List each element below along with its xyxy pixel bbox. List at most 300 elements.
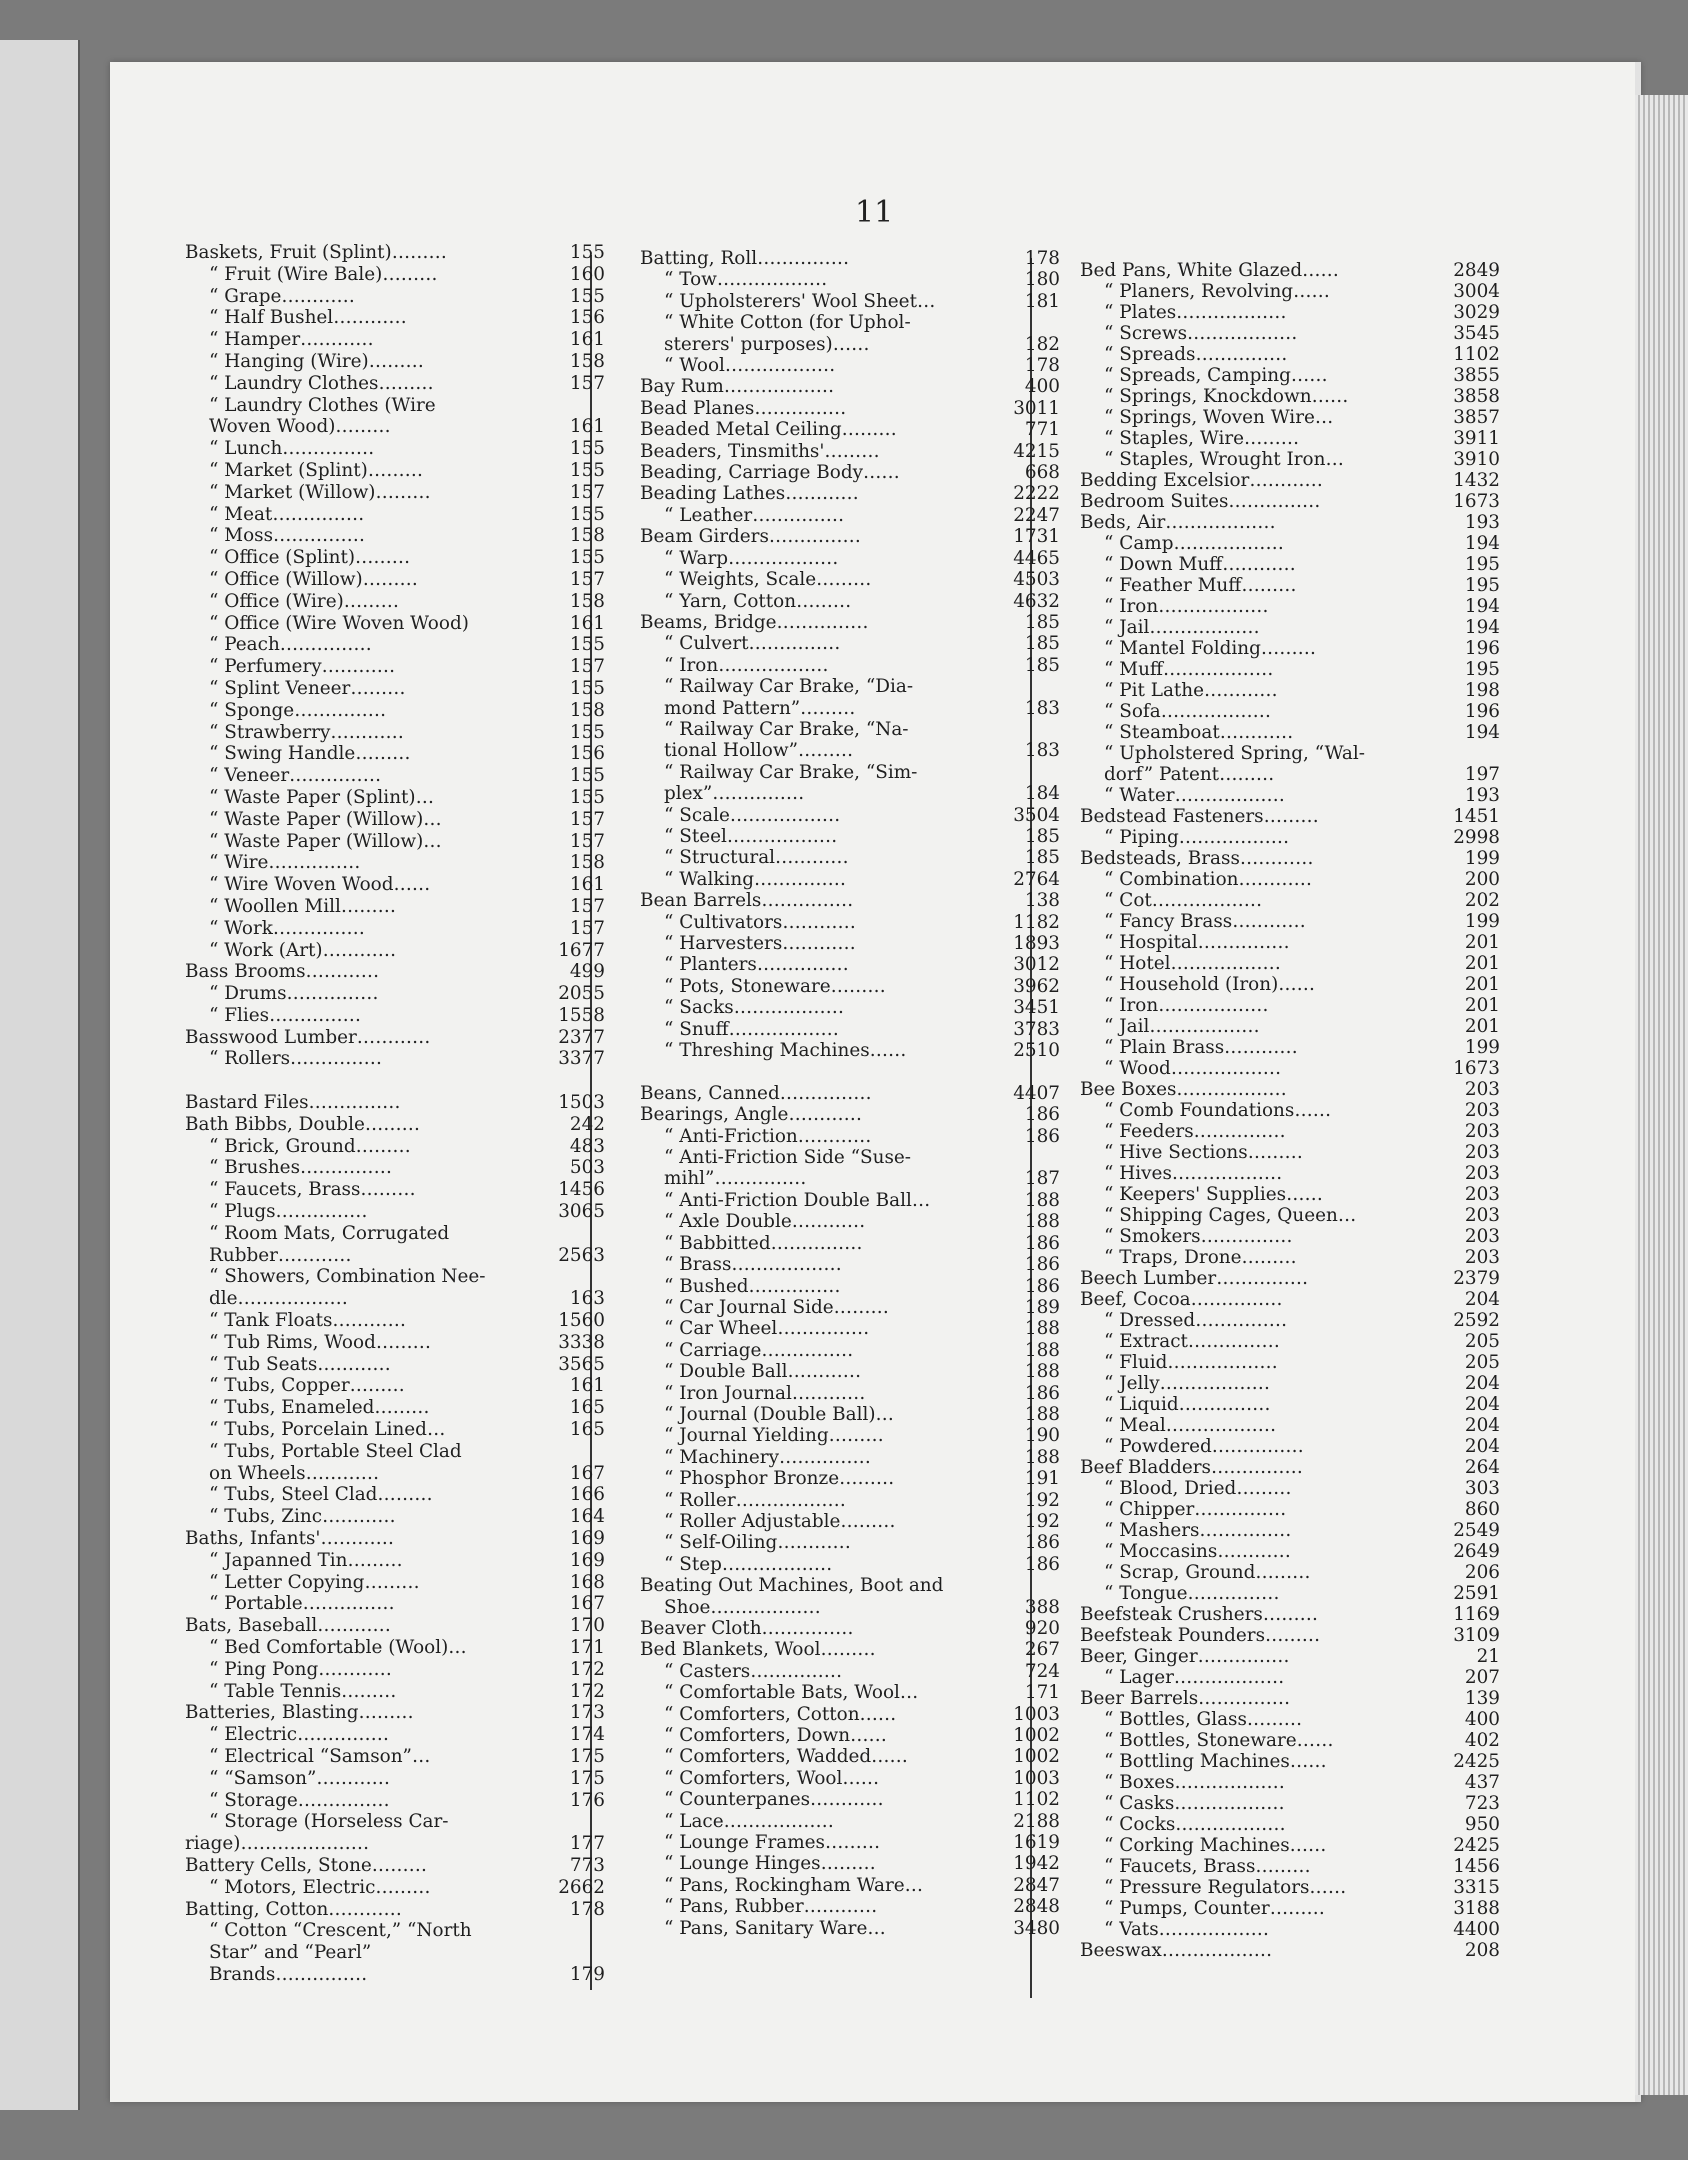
entry-page-number: 1102	[1453, 344, 1500, 365]
index-subentry	[1080, 680, 1500, 701]
entry-text: “ Comforters, Wadded……	[664, 1746, 908, 1768]
index-subentry	[185, 1223, 605, 1245]
entry-page-number: 860	[1464, 1499, 1500, 1520]
entry-page-number: 2848	[1013, 1896, 1060, 1918]
index-subentry	[1080, 1121, 1500, 1142]
entry-text	[640, 1061, 670, 1082]
entry-page-number: 157	[569, 481, 605, 503]
entry-text: “ White Cotton (for Uphol-	[664, 312, 911, 334]
entry-text	[185, 1070, 215, 1091]
index-subentry	[640, 1490, 1060, 1511]
index-subentry	[640, 1040, 1060, 1061]
entry-page-number: 158	[569, 525, 605, 547]
index-subentry	[1080, 1415, 1500, 1436]
entry-text: “ Anti-Friction Double Ball…	[664, 1189, 931, 1211]
index-heading	[185, 961, 605, 983]
index-heading	[185, 242, 605, 264]
index-heading	[185, 1528, 605, 1550]
entry-page-number: 199	[1464, 848, 1500, 869]
entry-text: mond Pattern”………	[664, 697, 856, 719]
index-heading	[185, 1114, 605, 1136]
entry-text: “ Faucets, Brass………	[1104, 1856, 1311, 1877]
entry-page-number: 1893	[1013, 933, 1060, 954]
index-heading	[185, 1855, 605, 1877]
entry-page-number: 192	[1024, 1510, 1060, 1532]
entry-text: “ Market (Splint)………	[209, 459, 423, 481]
index-heading	[640, 890, 1060, 911]
entry-text: “ Meat……………	[209, 503, 365, 525]
entry-page-number: 1451	[1453, 806, 1500, 827]
entry-text: “ Office (Wire)………	[209, 590, 399, 612]
index-subentry	[640, 1425, 1060, 1446]
entry-page-number: 195	[1464, 659, 1500, 680]
entry-text: “ Waste Paper (Willow)…	[209, 808, 442, 830]
index-subentry	[1080, 1709, 1500, 1730]
index-subentry	[1080, 1352, 1500, 1373]
entry-page-number: 196	[1464, 638, 1500, 659]
index-subentry	[1080, 323, 1500, 344]
entry-page-number: 155	[569, 721, 605, 743]
index-subentry	[1080, 953, 1500, 974]
index-subentry	[1080, 1730, 1500, 1751]
index-subentry	[640, 1511, 1060, 1532]
index-subentry	[1080, 302, 1500, 323]
entry-text: “ Waste Paper (Splint)…	[209, 786, 434, 808]
entry-page-number: 203	[1464, 1079, 1500, 1100]
entry-text: “ Fruit (Wire Bale)………	[209, 263, 438, 285]
entry-page-number: 186	[1024, 1254, 1060, 1276]
entry-page-number: 196	[1464, 701, 1500, 722]
entry-text: “ Sacks………………	[664, 997, 845, 1019]
entry-page-number: 158	[569, 852, 605, 874]
entry-text: “ Babbitted……………	[664, 1232, 863, 1254]
index-subentry	[640, 633, 1060, 654]
index-subentry	[185, 1637, 605, 1659]
entry-text: Bed Pans, White Glazed……	[1080, 260, 1339, 281]
index-heading	[1080, 848, 1500, 869]
entry-text: “ Comforters, Down……	[664, 1725, 887, 1747]
entry-text: “ Motors, Electric………	[209, 1876, 431, 1898]
entry-page-number: 203	[1464, 1205, 1500, 1226]
index-subentry	[640, 1126, 1060, 1147]
index-subentry	[185, 1245, 605, 1267]
entry-page-number: 3338	[558, 1331, 605, 1353]
entry-page-number: 201	[1464, 1016, 1500, 1037]
index-subentry	[1080, 1205, 1500, 1226]
entry-page-number: 198	[1464, 680, 1500, 701]
entry-page-number: 201	[1464, 974, 1500, 995]
entry-text: Beading Lathes…………	[640, 483, 859, 505]
entry-text: “ Tubs, Copper………	[209, 1375, 405, 1397]
entry-text: Bedding Excelsior…………	[1080, 470, 1323, 491]
index-heading	[1080, 806, 1500, 827]
index-subentry	[1080, 659, 1500, 680]
entry-text: “ Railway Car Brake, “Sim-	[664, 761, 918, 783]
index-subentry	[185, 460, 605, 482]
index-subentry	[185, 286, 605, 308]
entry-page-number: 178	[1024, 248, 1060, 269]
entry-page-number: 190	[1024, 1425, 1060, 1447]
entry-page-number: 3480	[1013, 1917, 1060, 1939]
index-column-1	[185, 242, 605, 1986]
entry-page-number: 203	[1464, 1121, 1500, 1142]
index-heading	[185, 1833, 605, 1855]
entry-text: Beds, Air………………	[1080, 512, 1276, 533]
entry-text: “ Japanned Tin………	[209, 1549, 403, 1571]
entry-text: “ Casks………………	[1104, 1793, 1285, 1814]
entry-page-number: 4400	[1453, 1919, 1500, 1940]
entry-page-number: 175	[569, 1745, 605, 1767]
index-subentry	[640, 1768, 1060, 1789]
entry-page-number: 172	[569, 1658, 605, 1680]
index-subentry	[640, 1168, 1060, 1189]
entry-text: “ Splint Veneer………	[209, 677, 406, 699]
entry-text: “ Muff………………	[1104, 659, 1274, 680]
entry-page-number: 2425	[1453, 1751, 1500, 1772]
entry-text: “ Cocks………………	[1104, 1814, 1286, 1835]
entry-text: Bedroom Suites……………	[1080, 491, 1321, 512]
entry-page-number: 1619	[1013, 1832, 1060, 1854]
index-subentry	[640, 1832, 1060, 1853]
entry-text: “ Warp………………	[664, 547, 839, 569]
entry-page-number: 437	[1464, 1772, 1500, 1793]
entry-text: “ Snuff………………	[664, 1018, 839, 1040]
entry-page-number: 172	[569, 1680, 605, 1702]
index-subentry	[640, 1297, 1060, 1318]
entry-text: “ Iron………………	[664, 654, 829, 676]
entry-text: “ Storage (Horseless Car-	[209, 1811, 449, 1833]
entry-page-number: 3545	[1453, 323, 1500, 344]
index-subentry	[1080, 974, 1500, 995]
entry-page-number: 188	[1024, 1446, 1060, 1468]
entry-page-number: 400	[1024, 376, 1060, 398]
entry-page-number: 3315	[1453, 1877, 1500, 1898]
index-subentry	[640, 1811, 1060, 1832]
index-subentry	[640, 1147, 1060, 1168]
index-subentry	[185, 1179, 605, 1201]
entry-text: “ Piping………………	[1104, 827, 1290, 848]
entry-text: “ Cultivators…………	[664, 911, 856, 933]
entry-page-number: 167	[569, 1462, 605, 1484]
index-subentry	[185, 983, 605, 1005]
entry-page-number: 155	[569, 547, 605, 569]
entry-page-number: 303	[1464, 1478, 1500, 1499]
entry-page-number: 157	[569, 895, 605, 917]
index-heading	[1080, 1457, 1500, 1478]
entry-text: Bearings, Angle…………	[640, 1104, 863, 1126]
entry-page-number: 203	[1464, 1100, 1500, 1121]
entry-page-number: 1102	[1013, 1789, 1060, 1811]
index-subentry	[185, 852, 605, 874]
index-subentry	[1080, 1541, 1500, 1562]
entry-page-number: 188	[1024, 1361, 1060, 1383]
index-subentry	[1080, 722, 1500, 743]
entry-text: Beans, Canned……………	[640, 1082, 872, 1104]
entry-page-number: 161	[569, 612, 605, 634]
index-subentry	[640, 912, 1060, 933]
index-subentry	[185, 1136, 605, 1158]
entry-text: “ Planters……………	[664, 954, 849, 976]
entry-page-number: 186	[1024, 1382, 1060, 1404]
index-heading	[1080, 1940, 1500, 1961]
entry-text: Bedsteads, Brass…………	[1080, 848, 1314, 869]
entry-page-number: 161	[569, 874, 605, 896]
entry-page-number: 204	[1464, 1436, 1500, 1457]
entry-page-number: 188	[1024, 1211, 1060, 1233]
entry-text: “ Plates………………	[1104, 302, 1287, 323]
entry-text: “ Bed Comfortable (Wool)…	[209, 1637, 467, 1658]
index-subentry	[640, 783, 1060, 804]
index-subentry	[1080, 701, 1500, 722]
entry-text: “ Feather Muff………	[1104, 575, 1297, 596]
entry-text: “ Iron Journal…………	[664, 1382, 866, 1404]
index-heading	[640, 1618, 1060, 1639]
index-subentry	[185, 1724, 605, 1746]
entry-text: “ Tubs, Enameled………	[209, 1397, 430, 1419]
entry-page-number: 204	[1464, 1415, 1500, 1436]
entry-page-number: 155	[569, 786, 605, 808]
entry-text: “ Journal (Double Ball)…	[664, 1403, 894, 1425]
entry-text: “ Blood, Dried………	[1104, 1478, 1292, 1499]
index-heading	[640, 419, 1060, 440]
entry-page-number: 3783	[1013, 1018, 1060, 1040]
index-subentry	[1080, 1016, 1500, 1037]
entry-text: Baskets, Fruit (Splint)………	[185, 242, 447, 263]
index-subentry	[640, 291, 1060, 312]
entry-text: “ Jelly………………	[1104, 1373, 1271, 1394]
entry-text: “ Down Muff…………	[1104, 554, 1296, 575]
index-subentry	[185, 678, 605, 700]
entry-page-number: 161	[569, 416, 605, 438]
index-subentry	[185, 591, 605, 613]
book-left-edge	[0, 40, 80, 2110]
entry-page-number: 204	[1464, 1394, 1500, 1415]
entry-page-number: 168	[569, 1571, 605, 1593]
index-heading	[640, 398, 1060, 419]
entry-page-number: 186	[1024, 1125, 1060, 1147]
entry-page-number: 2379	[1453, 1268, 1500, 1289]
index-subentry	[640, 1340, 1060, 1361]
entry-text: “ Perfumery…………	[209, 656, 396, 678]
index-subentry	[185, 504, 605, 526]
entry-page-number: 138	[1024, 890, 1060, 912]
index-heading	[640, 483, 1060, 504]
entry-page-number: 156	[569, 743, 605, 765]
entry-page-number: 188	[1024, 1318, 1060, 1340]
index-subentry	[185, 656, 605, 678]
entry-text: “ Car Journal Side………	[664, 1296, 889, 1318]
entry-text: “ Dressed……………	[1104, 1310, 1288, 1331]
index-subentry	[185, 722, 605, 744]
index-subentry	[1080, 1226, 1500, 1247]
entry-page-number: 920	[1024, 1618, 1060, 1639]
entry-text: “ Ping Pong…………	[209, 1658, 392, 1680]
index-subentry	[640, 1725, 1060, 1746]
entry-text: “ Sponge……………	[209, 699, 387, 721]
index-subentry	[640, 719, 1060, 740]
entry-text: “ Wood………………	[1104, 1058, 1282, 1079]
entry-text: “ Camp………………	[1104, 533, 1284, 554]
entry-page-number: 204	[1464, 1289, 1500, 1310]
entry-text: “ Yarn, Cotton………	[664, 590, 852, 612]
index-subentry	[1080, 1751, 1500, 1772]
index-subentry	[185, 547, 605, 569]
entry-page-number: 167	[569, 1593, 605, 1615]
entry-page-number: 3377	[558, 1048, 605, 1070]
index-subentry	[1080, 869, 1500, 890]
entry-text: “ Pumps, Counter………	[1104, 1898, 1325, 1919]
index-subentry	[1080, 1436, 1500, 1457]
entry-text: “ Upholsterers' Wool Sheet…	[664, 290, 936, 312]
entry-text: “ Planers, Revolving……	[1104, 281, 1330, 302]
index-subentry	[185, 1506, 605, 1528]
index-subentry	[640, 334, 1060, 355]
entry-text: Beech Lumber……………	[1080, 1268, 1309, 1289]
index-subentry	[185, 1572, 605, 1594]
entry-text: “ Springs, Woven Wire…	[1104, 407, 1334, 428]
entry-text: “ Scale………………	[664, 804, 841, 826]
index-subentry	[1080, 638, 1500, 659]
entry-text: “ Leather……………	[664, 504, 845, 526]
index-subentry	[640, 1061, 1060, 1082]
entry-text: “ Plain Brass…………	[1104, 1037, 1298, 1058]
index-subentry	[640, 1853, 1060, 1874]
entry-text: Beam Girders……………	[640, 526, 861, 548]
entry-page-number: 155	[569, 765, 605, 787]
entry-page-number: 3065	[558, 1201, 605, 1223]
entry-text: riage)…………………	[185, 1833, 370, 1855]
entry-text: Beams, Bridge……………	[640, 611, 869, 633]
index-subentry	[640, 1875, 1060, 1896]
entry-page-number: 194	[1464, 722, 1500, 743]
index-heading	[1080, 1268, 1500, 1289]
index-subentry	[185, 1550, 605, 1572]
entry-page-number: 157	[569, 372, 605, 394]
index-subentry	[640, 997, 1060, 1018]
entry-text: “ Woollen Mill………	[209, 895, 397, 917]
index-heading	[185, 1702, 605, 1724]
entry-page-number: 3011	[1013, 397, 1060, 419]
entry-page-number: 2563	[558, 1244, 605, 1266]
index-subentry	[185, 1332, 605, 1354]
index-subentry	[1080, 1520, 1500, 1541]
entry-text: “ Flies……………	[209, 1004, 362, 1026]
entry-page-number: 2055	[558, 983, 605, 1005]
entry-text: “ Swing Handle………	[209, 743, 411, 765]
index-subentry	[640, 1661, 1060, 1682]
entry-page-number: 182	[1024, 333, 1060, 355]
entry-text: “ Anti-Friction Side “Suse-	[664, 1147, 911, 1169]
index-subentry	[185, 1681, 605, 1703]
index-subentry	[1080, 827, 1500, 848]
entry-page-number: 21	[1476, 1646, 1500, 1667]
index-subentry	[640, 1896, 1060, 1917]
entry-text: “ Hotel………………	[1104, 953, 1281, 974]
index-subentry	[640, 569, 1060, 590]
entry-text: “ Upholstered Spring, “Wal-	[1104, 743, 1365, 764]
entry-text: “ Tub Seats…………	[209, 1353, 391, 1375]
index-subentry	[640, 1404, 1060, 1425]
index-subentry	[640, 1918, 1060, 1939]
entry-page-number: 199	[1464, 911, 1500, 932]
entry-text: “ Mantel Folding………	[1104, 638, 1317, 659]
entry-page-number: 171	[1024, 1682, 1060, 1704]
index-column-2	[640, 248, 1060, 1939]
entry-text: Beef, Cocoa……………	[1080, 1289, 1283, 1310]
index-subentry	[185, 634, 605, 656]
entry-text: Beefsteak Crushers………	[1080, 1604, 1319, 1625]
index-subentry	[640, 698, 1060, 719]
index-subentry	[185, 765, 605, 787]
index-subentry	[1080, 764, 1500, 785]
entry-page-number: 4503	[1013, 569, 1060, 591]
entry-page-number: 158	[569, 699, 605, 721]
index-subentry	[185, 1768, 605, 1790]
entry-text: “ Pans, Rockingham Ware…	[664, 1874, 924, 1896]
index-subentry	[185, 787, 605, 809]
index-subentry	[1080, 1814, 1500, 1835]
entry-page-number: 202	[1464, 890, 1500, 911]
entry-text: “ Railway Car Brake, “Na-	[664, 718, 909, 740]
index-subentry	[1080, 1835, 1500, 1856]
entry-page-number: 2425	[1453, 1835, 1500, 1856]
entry-page-number: 203	[1464, 1163, 1500, 1184]
entry-text: dorf” Patent………	[1104, 764, 1275, 785]
entry-text: “ Extract……………	[1104, 1331, 1280, 1352]
index-heading	[1080, 1688, 1500, 1709]
index-subentry	[1080, 785, 1500, 806]
entry-text: “ Counterpanes…………	[664, 1789, 884, 1811]
index-subentry	[640, 1190, 1060, 1211]
entry-text: “ Tubs, Portable Steel Clad	[209, 1440, 462, 1462]
entry-text: “ Tubs, Steel Clad………	[209, 1484, 433, 1506]
index-subentry	[185, 1266, 605, 1288]
entry-page-number: 204	[1464, 1373, 1500, 1394]
entry-text: “ Spreads, Camping……	[1104, 365, 1328, 386]
entry-text: “ Strawberry…………	[209, 721, 404, 743]
entry-text: “ Pressure Regulators……	[1104, 1877, 1347, 1898]
entry-text: “ Mashers……………	[1104, 1520, 1292, 1541]
entry-text: “ Roller Adjustable………	[664, 1510, 896, 1532]
entry-page-number: 499	[569, 961, 605, 983]
index-subentry	[640, 869, 1060, 890]
entry-page-number: 2592	[1453, 1310, 1500, 1331]
entry-text: “ Chipper……………	[1104, 1499, 1287, 1520]
entry-page-number: 402	[1464, 1730, 1500, 1751]
index-subentry	[185, 1441, 605, 1463]
index-subentry	[1080, 1877, 1500, 1898]
entry-text: “ Hanging (Wire)………	[209, 350, 424, 372]
entry-page-number: 3012	[1013, 954, 1060, 976]
entry-page-number: 208	[1464, 1940, 1500, 1961]
entry-text: “ Feeders……………	[1104, 1121, 1286, 1142]
entry-page-number: 185	[1024, 654, 1060, 676]
entry-page-number: 179	[569, 1963, 605, 1985]
entry-page-number: 2222	[1013, 483, 1060, 505]
entry-text: “ Peach……………	[209, 634, 372, 656]
index-subentry	[185, 395, 605, 417]
entry-text: “ Electric……………	[209, 1724, 390, 1746]
entry-text: “ Step………………	[664, 1553, 833, 1575]
entry-page-number: 1003	[1013, 1703, 1060, 1725]
index-subentry	[640, 591, 1060, 612]
index-subentry	[1080, 995, 1500, 1016]
entry-page-number: 189	[1024, 1296, 1060, 1318]
index-subentry	[640, 548, 1060, 569]
index-subentry	[1080, 386, 1500, 407]
index-subentry	[185, 1659, 605, 1681]
index-subentry	[1080, 533, 1500, 554]
